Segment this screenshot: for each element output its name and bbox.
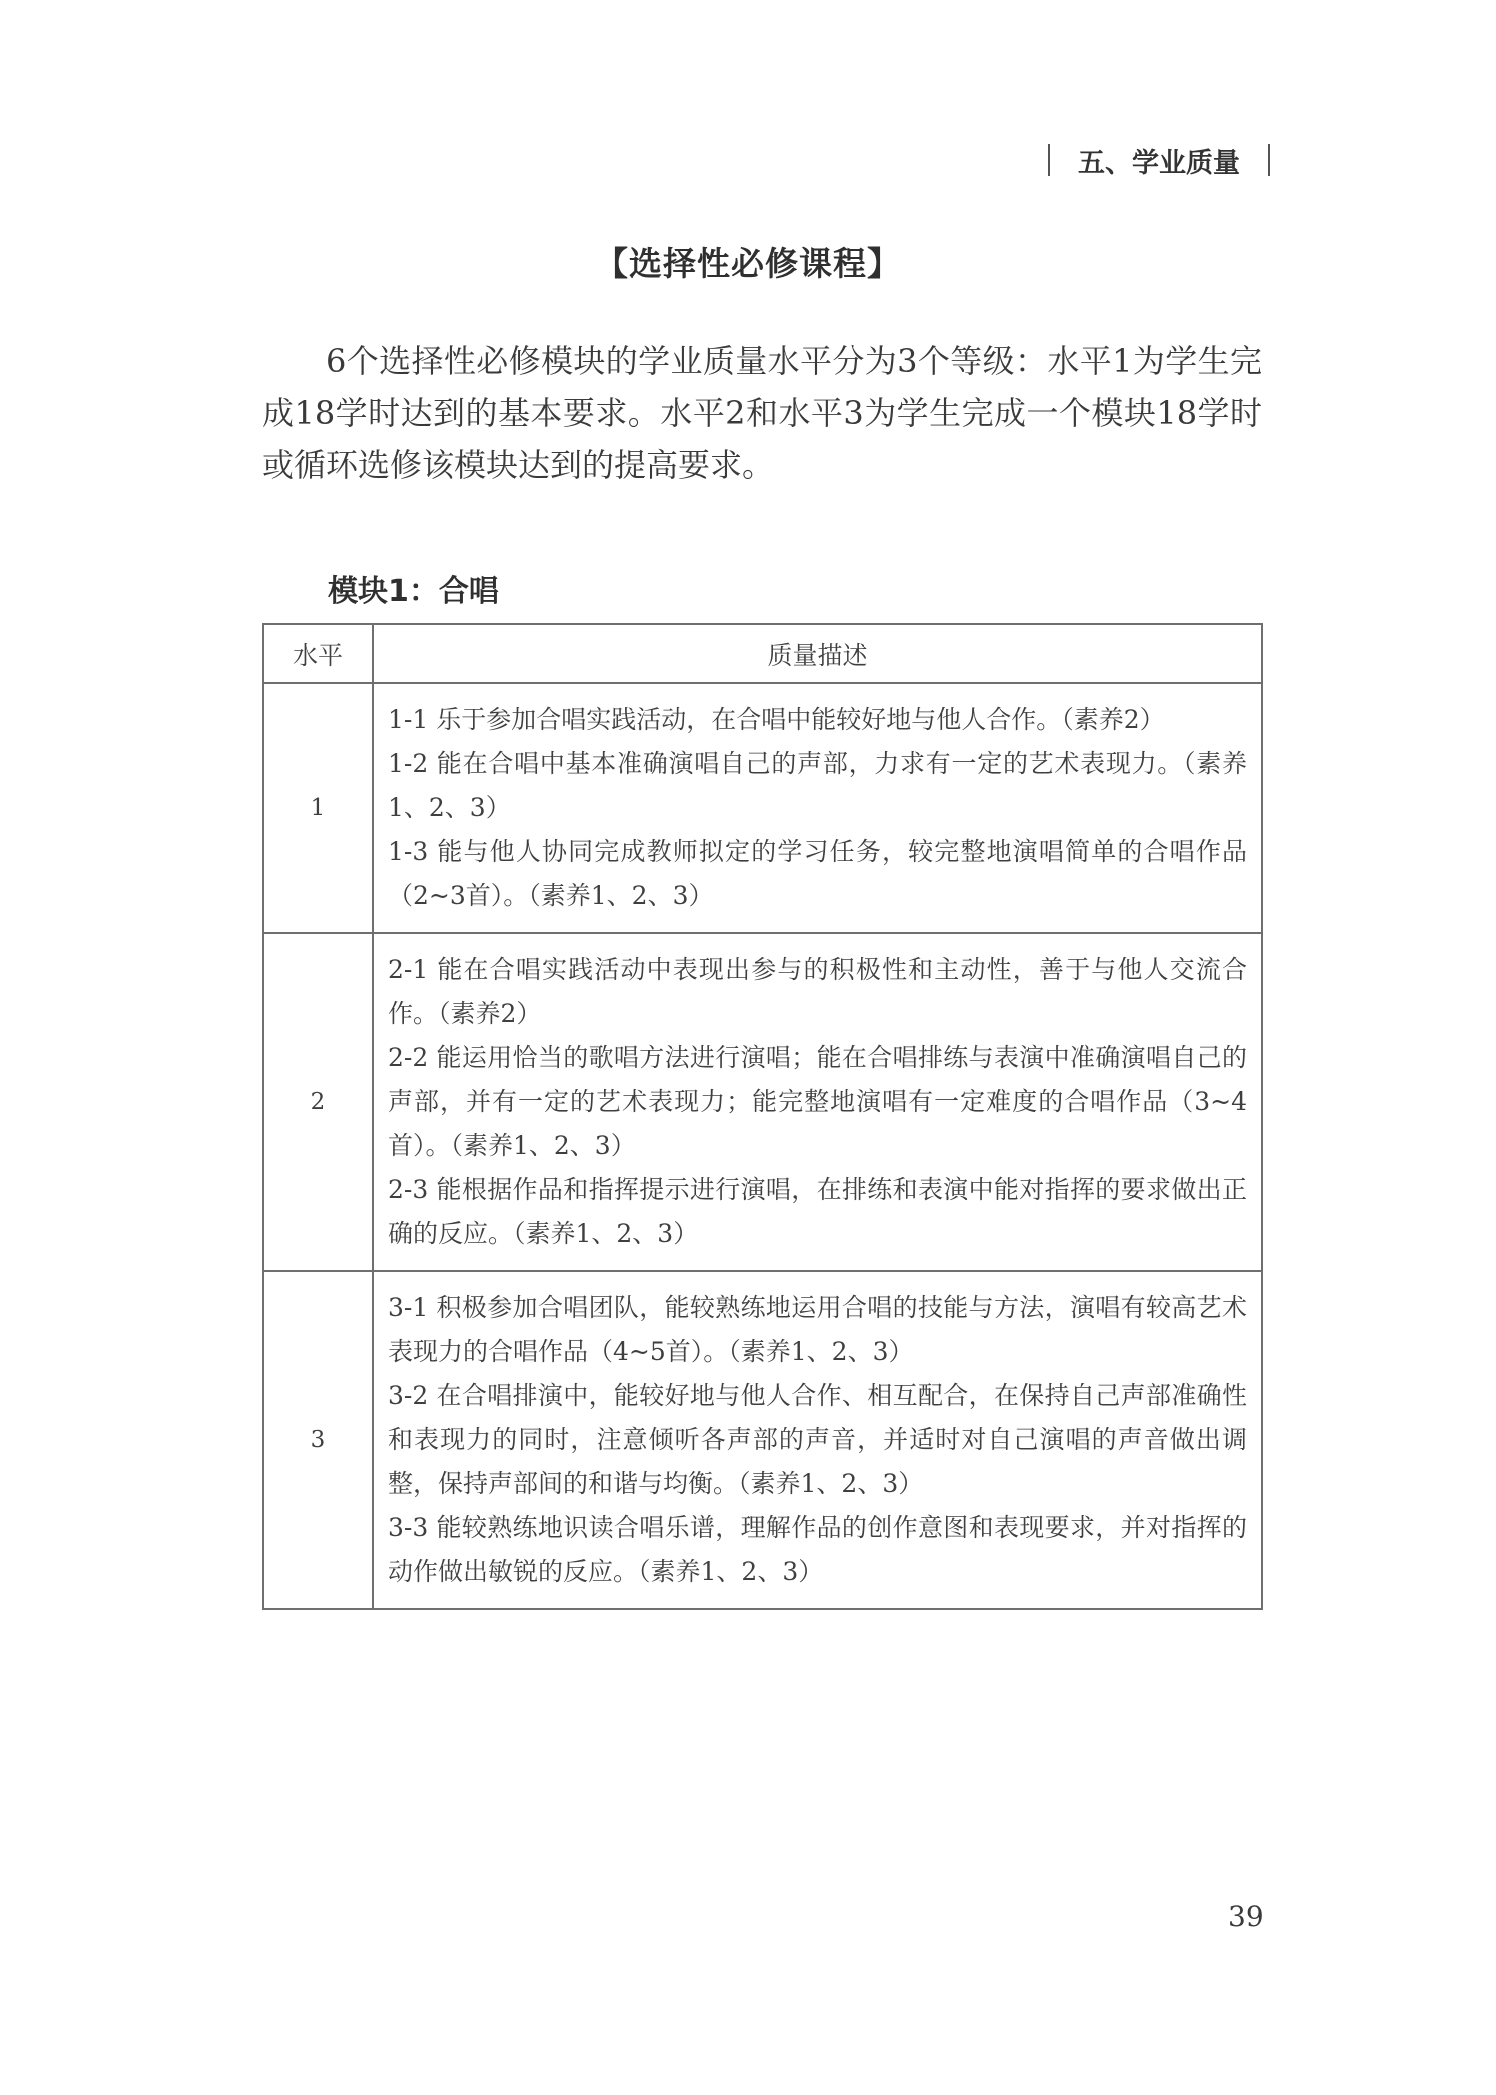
table-row bbox=[263, 1271, 1262, 1609]
table-row bbox=[263, 683, 1262, 933]
quality-item: 2-2 能运用恰当的歌唱方法进行演唱；能在合唱排练与表演中准确演唱自己的声部，并有一定的艺术表现力；能完整地演唱有一定难度的合唱作品（3~4首）。（素养1、2、3） bbox=[388, 1043, 1247, 1160]
header-divider-left bbox=[1048, 144, 1050, 176]
description-cell bbox=[373, 933, 1262, 1271]
header-divider-right bbox=[1268, 144, 1270, 176]
level-cell: 2 bbox=[263, 933, 373, 1271]
chapter-title: 五、学业质量 bbox=[1078, 147, 1240, 179]
quality-item: 3-1 积极参加合唱团队，能较熟练地运用合唱的技能与方法，演唱有较高艺术表现力的合唱作品（4~5首）。（素养1、2、3） bbox=[388, 1293, 1247, 1366]
running-header bbox=[1048, 140, 1270, 180]
quality-table bbox=[262, 623, 1263, 1610]
table-header-row bbox=[263, 624, 1262, 683]
level-cell: 1 bbox=[263, 683, 373, 933]
quality-item: 1-1 乐于参加合唱实践活动，在合唱中能较好地与他人合作。（素养2） bbox=[388, 705, 1165, 734]
level-column-header: 水平 bbox=[263, 624, 373, 683]
quality-item: 1-3 能与他人协同完成教师拟定的学习任务，较完整地演唱简单的合唱作品（2~3首）。（素养1、2、3） bbox=[388, 837, 1247, 910]
quality-item: 3-2 在合唱排演中，能较好地与他人合作、相互配合，在保持自己声部准确性和表现力的同时，注意倾听各声部的声音，并适时对自己演唱的声音做出调整，保持声部间的和谐与均衡。（素养1、2、3） bbox=[388, 1381, 1247, 1498]
description-column-header: 质量描述 bbox=[373, 624, 1262, 683]
description-cell bbox=[373, 683, 1262, 933]
section-title: 【选择性必修课程】 bbox=[595, 244, 901, 283]
quality-item: 2-1 能在合唱实践活动中表现出参与的积极性和主动性，善于与他人交流合作。（素养2） bbox=[388, 955, 1247, 1028]
level-cell: 3 bbox=[263, 1271, 373, 1609]
page-number: 39 bbox=[1228, 1900, 1264, 1933]
module-title: 模块1：合唱 bbox=[328, 574, 499, 609]
quality-item: 2-3 能根据作品和指挥提示进行演唱，在排练和表演中能对指挥的要求做出正确的反应。（素养1、2、3） bbox=[388, 1175, 1247, 1248]
quality-item: 1-2 能在合唱中基本准确演唱自己的声部，力求有一定的艺术表现力。（素养1、2、3） bbox=[388, 749, 1247, 822]
intro-paragraph: 6个选择性必修模块的学业质量水平分为3个等级：水平1为学生完成18学时达到的基本要求。水平2和水平3为学生完成一个模块18学时或循环选修该模块达到的提高要求。 bbox=[262, 342, 1262, 484]
quality-item: 3-3 能较熟练地识读合唱乐谱，理解作品的创作意图和表现要求，并对指挥的动作做出敏锐的反应。（素养1、2、3） bbox=[388, 1513, 1247, 1586]
description-cell bbox=[373, 1271, 1262, 1609]
table-row bbox=[263, 933, 1262, 1271]
